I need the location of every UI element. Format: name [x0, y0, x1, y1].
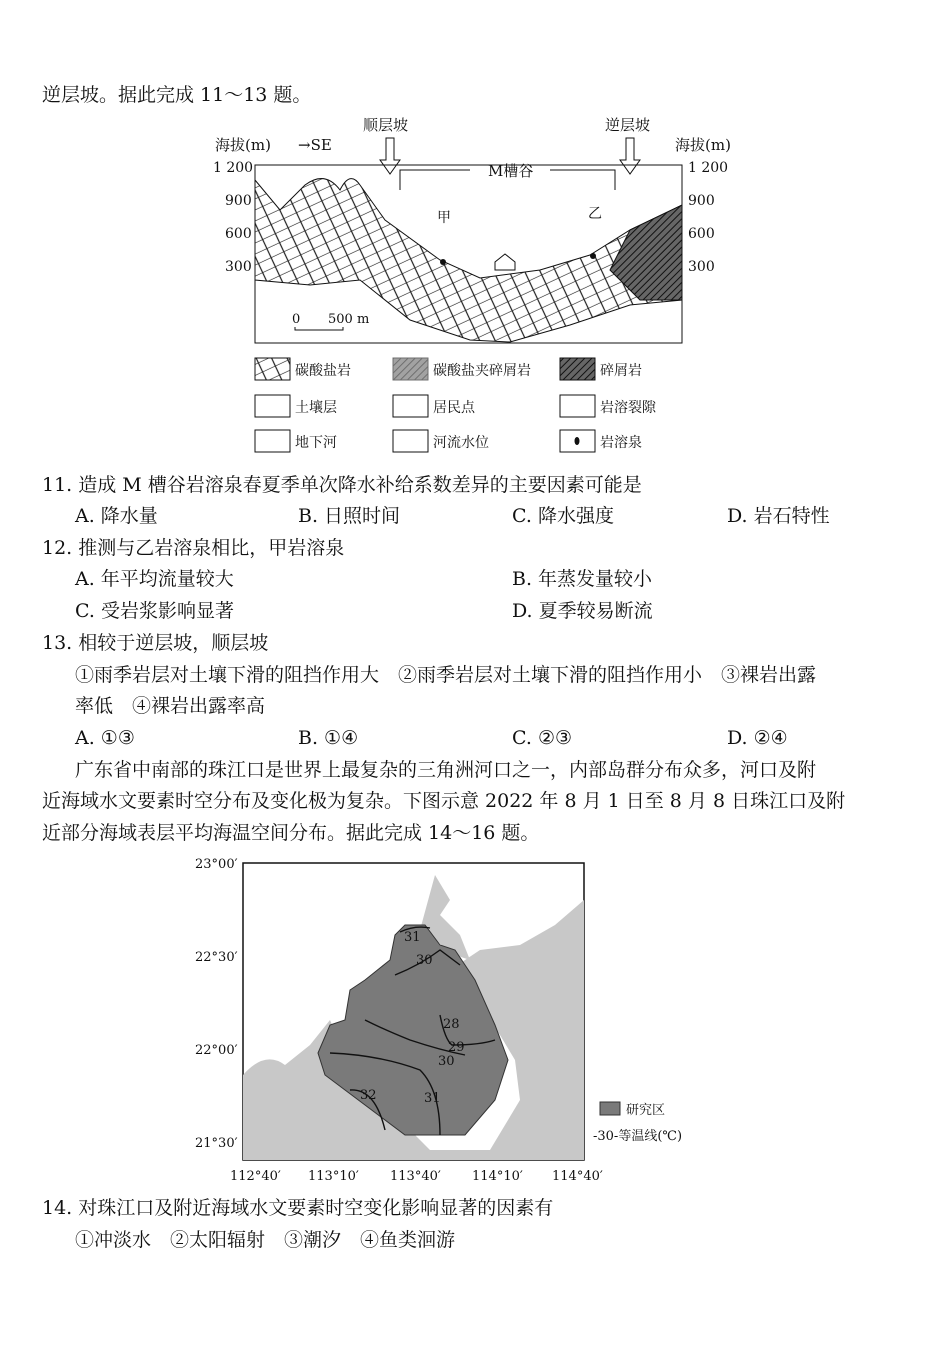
- isotherm-label: 32: [360, 1088, 377, 1103]
- lat-label: 21°30′: [195, 1136, 238, 1151]
- legend: [255, 358, 657, 452]
- scale-end: 500 m: [328, 312, 370, 327]
- direction-label: →SE: [298, 136, 332, 154]
- isotherm-label: 28: [443, 1017, 460, 1032]
- tick-label: 1 200: [213, 160, 254, 176]
- q11-option-c[interactable]: C. 降水强度: [512, 505, 614, 527]
- q13-stem: 13. 相较于逆层坡，顺层坡: [42, 632, 269, 654]
- arrow-label-right: 逆层坡: [605, 116, 651, 134]
- legend-label: 碳酸盐岩: [295, 363, 351, 379]
- legend-label: 碎屑岩: [600, 363, 642, 379]
- q14-statements: ①冲淡水 ②太阳辐射 ③潮汐 ④鱼类洄游: [75, 1229, 456, 1251]
- q11-option-a[interactable]: A. 降水量: [75, 505, 158, 527]
- lon-label: 113°10′: [308, 1169, 359, 1184]
- q14-stem: 14. 对珠江口及附近海域水文要素时空变化影响显著的因素有: [42, 1197, 554, 1219]
- q13-option-a[interactable]: A. ①③: [75, 727, 135, 749]
- q13-statements-1: ①雨季岩层对土壤下滑的阻挡作用大 ②雨季岩层对土壤下滑的阻挡作用小 ③裸岩出露: [75, 664, 817, 686]
- q13-option-c[interactable]: C. ②③: [512, 727, 573, 749]
- lon-label: 114°10′: [472, 1169, 523, 1184]
- q11-stem: 11. 造成 M 槽谷岩溶泉春夏季单次降水补给系数差异的主要因素可能是: [42, 474, 642, 496]
- q13-statements-2: 率低 ④裸岩出露率高: [75, 695, 266, 717]
- ylabel-right: 海拔(m): [675, 136, 731, 154]
- tick-label: 900: [225, 193, 252, 209]
- legend-label-area: 研究区: [626, 1103, 666, 1118]
- tick-label: 900: [688, 193, 715, 209]
- sea-temperature-map: [190, 850, 760, 1185]
- passage-line: 近海域水文要素时空分布及变化极为复杂。下图示意 2022 年 8 月 1 日至 8 月 8 日珠江口及附: [42, 790, 846, 812]
- arrow-label-left: 顺层坡: [363, 116, 409, 134]
- legend-label-isotherm: -30-等温线(℃): [593, 1129, 683, 1144]
- spring-icon: [590, 253, 596, 259]
- legend-label: 岩溶裂隙: [600, 400, 656, 416]
- lon-label: 114°40′: [552, 1169, 603, 1184]
- arrow-down-icon: [380, 138, 400, 174]
- tick-label: 300: [225, 259, 252, 275]
- isotherm-label: 31: [424, 1091, 441, 1106]
- lat-label: 23°00′: [195, 857, 238, 872]
- isotherm-label: 29: [448, 1040, 465, 1055]
- legend-label: 碳酸盐夹碎屑岩: [433, 363, 531, 379]
- q12-option-c[interactable]: C. 受岩浆影响显著: [75, 600, 234, 622]
- tick-label: 600: [688, 226, 715, 242]
- q13-option-b[interactable]: B. ①④: [298, 727, 359, 749]
- tick-label: 1 200: [688, 160, 729, 176]
- legend-label: 居民点: [433, 400, 475, 416]
- legend-label: 地下河: [295, 435, 337, 451]
- passage-line: 近部分海域表层平均海温空间分布。据此完成 14～16 题。: [42, 822, 540, 844]
- legend-label: 岩溶泉: [600, 435, 642, 451]
- intro-text: 逆层坡。据此完成 11～13 题。: [42, 84, 312, 106]
- lat-label: 22°00′: [195, 1043, 238, 1058]
- isotherm-label: 31: [404, 930, 421, 945]
- spring-a-label: 甲: [437, 210, 451, 226]
- house-icon: [495, 254, 515, 270]
- q12-stem: 12. 推测与乙岩溶泉相比，甲岩溶泉: [42, 537, 345, 559]
- lon-label: 113°40′: [390, 1169, 441, 1184]
- q11-option-d[interactable]: D. 岩石特性: [727, 505, 830, 527]
- q11-option-b[interactable]: B. 日照时间: [298, 505, 401, 527]
- lat-label: 22°30′: [195, 950, 238, 965]
- q13-option-d[interactable]: D. ②④: [727, 727, 788, 749]
- q12-option-b[interactable]: B. 年蒸发量较小: [512, 568, 653, 590]
- tick-label: 300: [688, 259, 715, 275]
- valley-label: M槽谷: [488, 162, 534, 180]
- passage-line: 广东省中南部的珠江口是世界上最复杂的三角洲河口之一，内部岛群分布众多，河口及附: [75, 759, 817, 781]
- legend-label: 土壤层: [295, 400, 337, 416]
- spring-b-label: 乙: [588, 206, 602, 222]
- ylabel-left: 海拔(m): [215, 136, 271, 154]
- lon-label: 112°40′: [230, 1169, 281, 1184]
- isotherm-label: 30: [416, 953, 433, 968]
- spring-icon: [440, 259, 446, 265]
- q12-option-d[interactable]: D. 夏季较易断流: [512, 600, 653, 622]
- isotherm-label: 30: [438, 1054, 455, 1069]
- q12-option-a[interactable]: A. 年平均流量较大: [75, 568, 234, 590]
- scale-zero: 0: [292, 312, 301, 327]
- legend-swatch: [600, 1102, 620, 1115]
- tick-label: 600: [225, 226, 252, 242]
- legend-label: 河流水位: [433, 435, 489, 451]
- arrow-down-icon: [620, 138, 640, 174]
- cross-section-figure: [210, 110, 740, 460]
